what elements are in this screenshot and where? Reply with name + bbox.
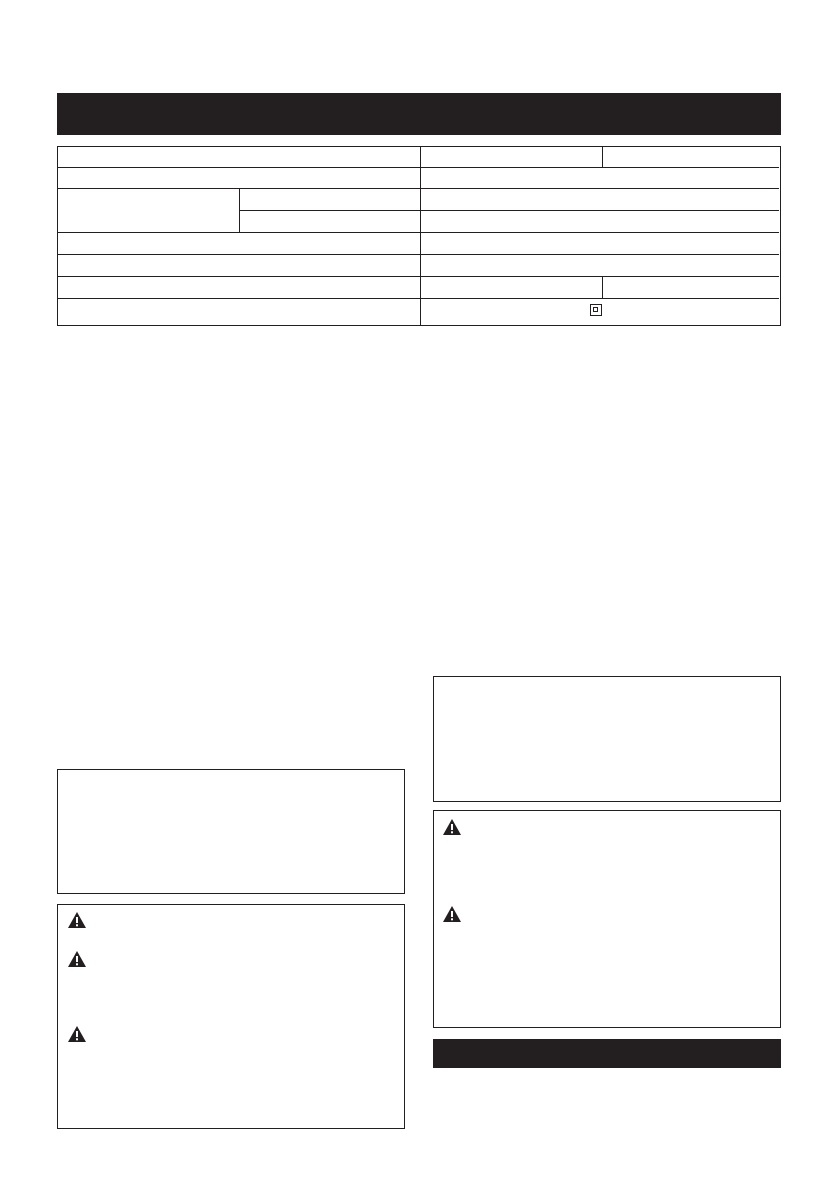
table-row-divider: [58, 254, 779, 255]
right-warning-box: [433, 810, 781, 1028]
warning-triangle-icon: [67, 1025, 87, 1043]
warning-triangle-icon: [67, 950, 87, 968]
section-header-bar: [57, 93, 781, 135]
table-row-divider: [58, 232, 779, 233]
warning-triangle-icon: [67, 911, 87, 929]
warning-triangle-icon: [442, 905, 462, 923]
left-notice-box: [57, 769, 405, 894]
warning-triangle-icon: [442, 818, 462, 836]
table-column-divider: [239, 188, 240, 232]
right-notice-box: [433, 676, 781, 802]
table-row-divider: [58, 276, 779, 277]
left-warning-box: [57, 904, 405, 1129]
specifications-table: [57, 146, 781, 326]
table-column-divider: [602, 147, 603, 167]
table-row-divider: [239, 210, 779, 211]
section-title-bar: [433, 1039, 781, 1068]
table-row-divider: [58, 298, 779, 299]
table-column-divider: [420, 147, 421, 325]
table-row-divider: [58, 188, 779, 189]
table-column-divider: [602, 276, 603, 298]
table-row-divider: [58, 167, 779, 168]
class-ii-double-insulation-icon: [590, 304, 602, 316]
